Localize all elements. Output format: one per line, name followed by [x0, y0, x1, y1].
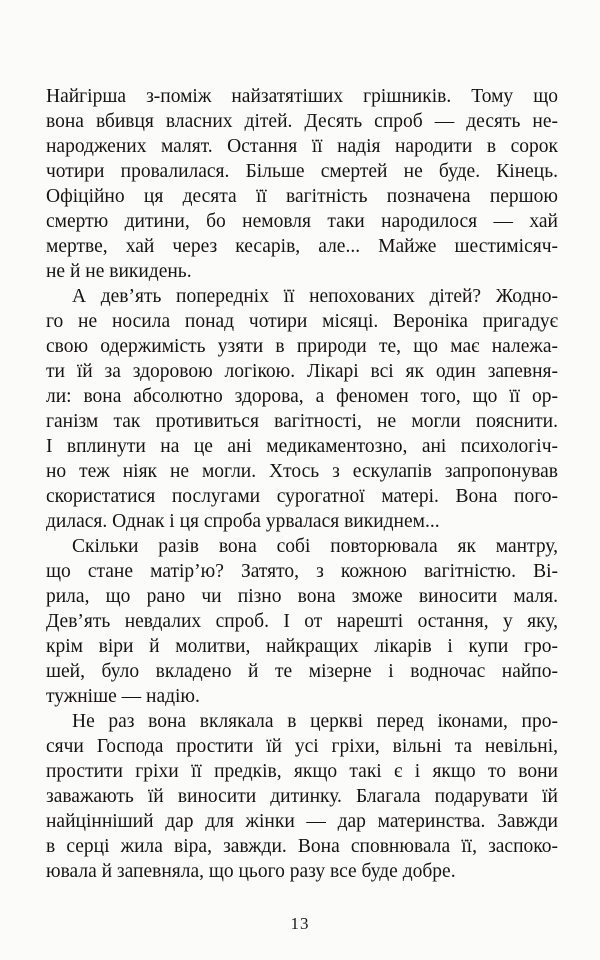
- page-text: [46, 84, 558, 884]
- text-line: свою одержимість узяти в природи те, що має належа-: [46, 336, 558, 357]
- text-line: шей, було вкладено й те мізерне і водночас найпо-: [46, 661, 558, 682]
- text-line: ли: вона абсолютно здорова, а феномен того, що її ор-: [46, 386, 558, 407]
- page-number: 13: [290, 914, 310, 933]
- text-line: простити гріхи її предків, якщо такі є і якщо то вони: [46, 761, 558, 782]
- text-line: заважають їй виносити дитинку. Благала подарувати їй: [46, 786, 558, 807]
- text-line: но теж ніяк не могли. Хтось з ескулапів запропонував: [46, 461, 558, 482]
- text-line: ганізм так противиться вагітності, не могли пояснити.: [46, 411, 558, 432]
- text-line: Найгірша з-поміж найзатятіших грішників. Тому що: [46, 86, 558, 107]
- text-line: скористатися послугами сурогатної матері. Вона пого-: [46, 486, 558, 507]
- text-line: вона вбивця власних дітей. Десять спроб — десять не-: [46, 111, 558, 132]
- text-line: чотири провалилася. Більше смертей не буде. Кінець.: [46, 161, 558, 182]
- text-line: Не раз вона вклякала в церкві перед іконами, про-: [72, 711, 558, 732]
- text-line: А дев’ять попередніх її непохованих дітей? Жодно-: [72, 286, 558, 307]
- text-line: смертю дитини, бо немовля таки народилося — хай: [46, 211, 558, 232]
- text-line: ти їй за здоровою логікою. Лікарі всі як один запевня-: [46, 361, 558, 382]
- text-line: мертве, хай через кесарів, але... Майже шестимісяч-: [46, 236, 558, 257]
- text-line: що стане матір’ю? Затято, з кожною вагітністю. Ві-: [46, 561, 558, 582]
- text-line: рила, що рано чи пізно вона зможе виносити маля.: [46, 586, 558, 607]
- text-line: крім віри й молитви, найкращих лікарів і купи гро-: [46, 636, 558, 657]
- text-line: Скільки разів вона собі повторювала як мантру,: [72, 536, 558, 557]
- text-line: найцінніший дар для жінки — дар материнства. Завжди: [46, 811, 558, 832]
- text-line: І вплинути на це ані медикаментозно, ані психологіч-: [46, 436, 558, 457]
- text-line: тужніше — надію.: [46, 686, 200, 707]
- text-line: не й не викидень.: [46, 261, 192, 282]
- text-line: ювала й запевняла, що цього разу все буде добре.: [46, 861, 456, 882]
- text-line: го не носила понад чотири місяці. Вероніка пригадує: [46, 311, 558, 332]
- text-line: Дев’ять невдалих спроб. І от нарешті остання, у яку,: [46, 611, 558, 632]
- text-line: народжених малят. Остання її надія народити в сорок: [46, 136, 558, 157]
- text-line: сячи Господа простити їй усі гріхи, вільні та невільні,: [46, 736, 558, 757]
- text-line: Офіційно ця десята її вагітність позначена першою: [46, 186, 558, 207]
- text-line: дилася. Однак і ця спроба урвалася викиднем...: [46, 511, 440, 532]
- text-line: в серці жила віра, завжди. Вона сповнювала її, заспоко-: [46, 836, 558, 857]
